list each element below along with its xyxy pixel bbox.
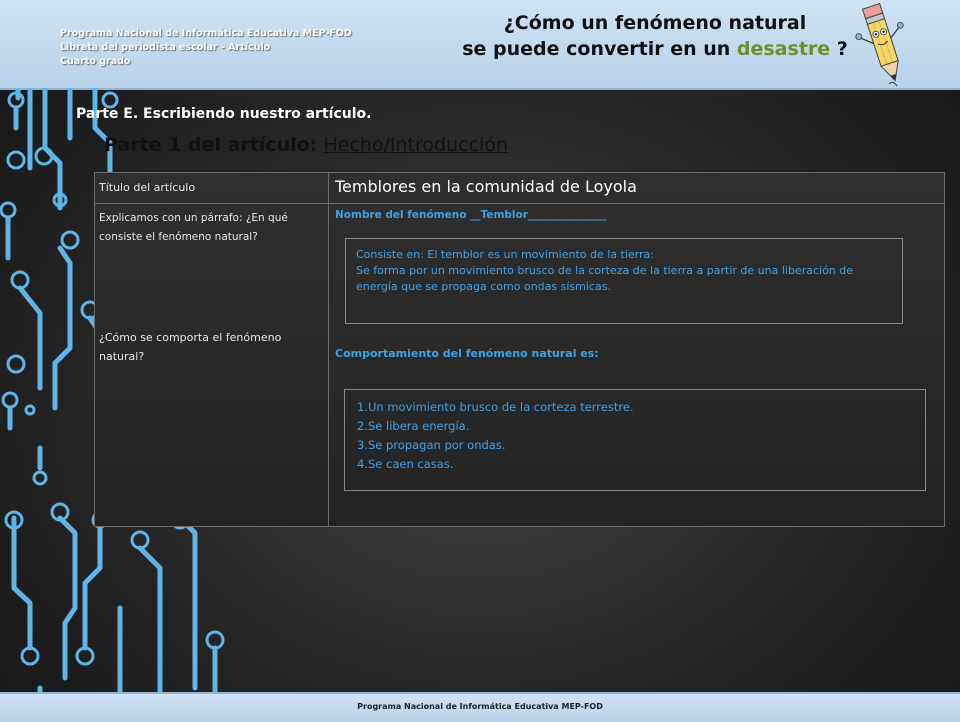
title-line-1: ¿Cómo un fenómeno natural — [503, 12, 807, 34]
title-line-2-end: ? — [830, 38, 848, 60]
header-banner — [0, 0, 960, 90]
footer-banner — [0, 692, 960, 722]
page-title — [420, 10, 890, 62]
section-heading-part-1 — [104, 134, 508, 156]
behavior-item: 4.Se caen casas. — [357, 457, 454, 471]
definition-box[interactable] — [345, 238, 903, 324]
program-line: Programa Nacional de Informática Educativa MEP-FOD — [60, 28, 352, 39]
article-title-label: Título del artículo — [99, 181, 196, 194]
part-1-label: Parte 1 del artículo: — [104, 134, 318, 156]
behavior-item: 3.Se propagan por ondas. — [357, 438, 506, 452]
program-line: Cuarto grado — [60, 56, 131, 67]
article-table — [94, 172, 945, 527]
program-info — [60, 27, 352, 69]
section-heading-part-e: Parte E. Escribiendo nuestro artículo. — [76, 106, 372, 122]
part-1-value: Hecho/Introducción — [323, 134, 508, 156]
program-line: Libreta del periodista escolar - Artículo — [60, 42, 271, 53]
definition-line-1: Consiste en: El temblor es un movimiento de la tierra: — [356, 248, 654, 261]
definition-line-2: Se forma por un movimiento brusco de la corteza de la tierra a partir de una liberación de energía que se propaga como ondas sísmicas. — [356, 264, 854, 293]
article-title-value[interactable]: Temblores en la comunidad de Loyola — [335, 177, 637, 196]
footer-text: Programa Nacional de Informática Educativa MEP-FOD — [357, 702, 603, 711]
title-line-2 — [420, 36, 890, 62]
behavior-label: Comportamiento del fenómeno natural es: — [335, 347, 599, 360]
behavior-list-box[interactable] — [344, 389, 926, 491]
column-divider — [328, 173, 329, 526]
question-what-is: Explicamos con un párrafo: ¿En qué consiste el fenómeno natural? — [99, 212, 288, 243]
title-highlight: desastre — [736, 38, 831, 60]
behavior-item: 2.Se libera energía. — [357, 419, 470, 433]
title-line-2-start: se puede convertir en un — [462, 38, 737, 60]
question-how-behaves: ¿Cómo se comporta el fenómeno natural? — [99, 331, 282, 363]
behavior-item: 1.Un movimiento brusco de la corteza terrestre. — [357, 400, 634, 414]
phenomenon-name[interactable]: Nombre del fenómeno __Temblor_______________ — [335, 209, 607, 221]
pencil-mascot-icon — [855, 0, 915, 92]
